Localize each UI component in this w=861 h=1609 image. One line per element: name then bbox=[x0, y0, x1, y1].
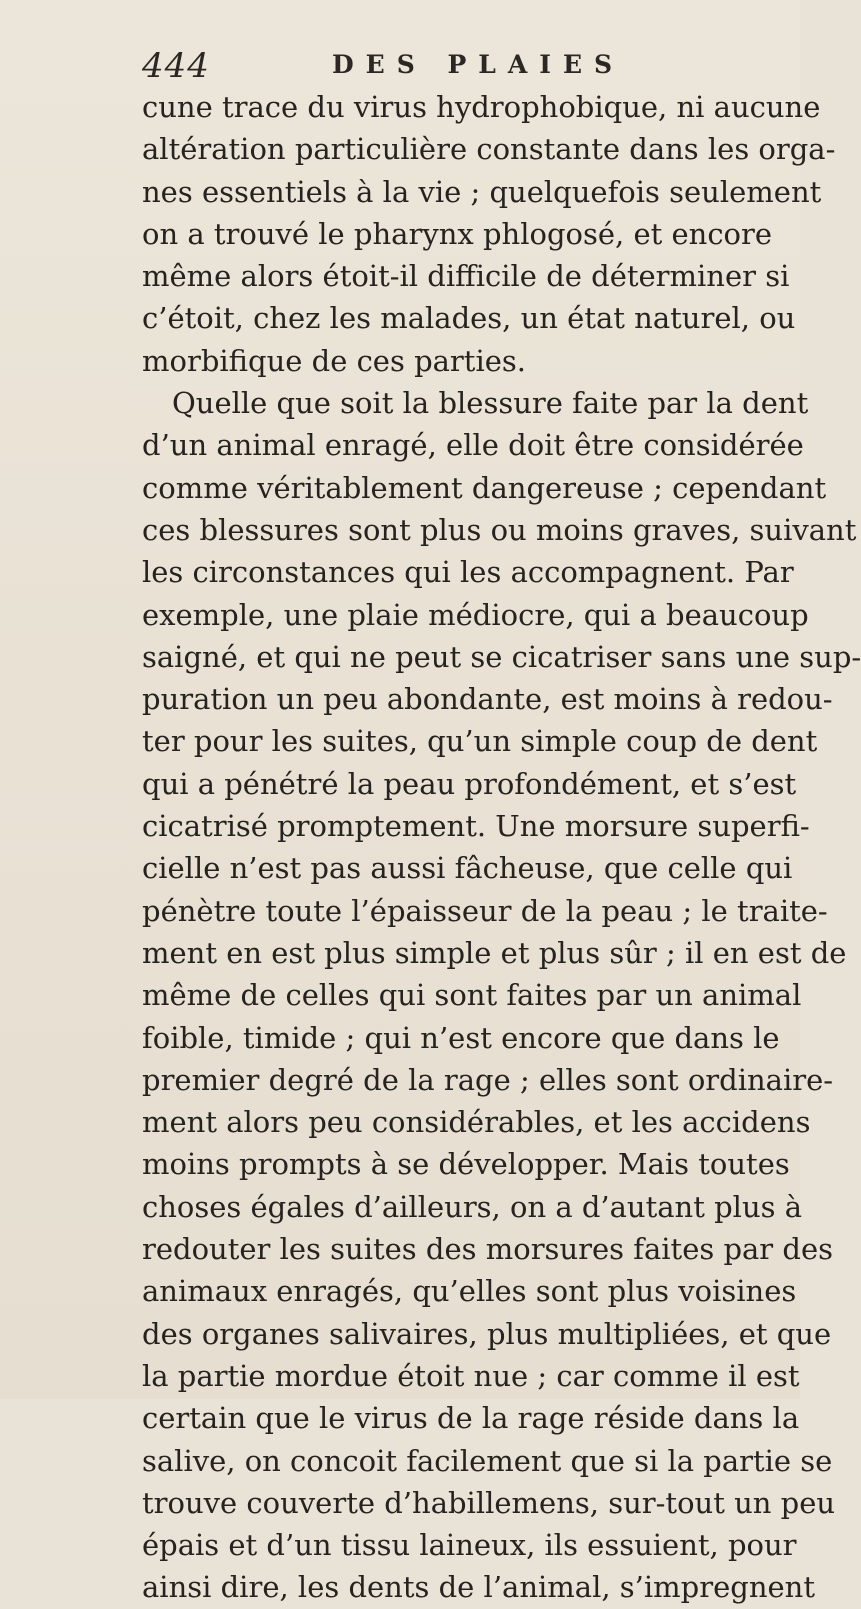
text-line: cielle n’est pas aussi fâcheuse, que celle qui bbox=[142, 851, 793, 886]
text-line: ainsi dire, les dents de l’animal, s’impregnent bbox=[142, 1570, 815, 1605]
page-number: 444 bbox=[142, 46, 210, 86]
text-line: pénètre toute l’épaisseur de la peau ; le traite- bbox=[142, 893, 828, 928]
text-line: cicatrisé promptement. Une morsure superfi- bbox=[142, 809, 810, 844]
text-line: certain que le virus de la rage réside dans la bbox=[142, 1401, 800, 1436]
text-line: épais et d’un tissu laineux, ils essuient, pour bbox=[142, 1528, 797, 1563]
running-head: DES PLAIES bbox=[332, 50, 625, 79]
text-line: premier degré de la rage ; elles sont ordinaire- bbox=[142, 1062, 834, 1097]
page-header bbox=[142, 46, 762, 86]
text-line: Quelle que soit la blessure faite par la dent bbox=[172, 386, 809, 421]
text-line: exemple, une plaie médiocre, qui a beaucoup bbox=[142, 597, 809, 632]
text-line: salive, on concoit facilement que si la partie se bbox=[142, 1443, 833, 1478]
text-line: des organes salivaires, plus multipliées, et que bbox=[142, 1316, 832, 1351]
text-line: morbifique de ces parties. bbox=[142, 343, 526, 378]
text-line: ces blessures sont plus ou moins graves, suivant bbox=[142, 512, 857, 547]
text-line: trouve couverte d’habillemens, sur-tout un peu bbox=[142, 1485, 836, 1520]
text-line: on a trouvé le pharynx phlogosé, et encore bbox=[142, 216, 773, 251]
text-line: ment en est plus simple et plus sûr ; il en est de bbox=[142, 935, 847, 970]
text-line: d’un animal enragé, elle doit être considérée bbox=[142, 428, 804, 463]
text-line: nes essentiels à la vie ; quelquefois seulement bbox=[142, 174, 822, 209]
text-line: moins prompts à se développer. Mais toutes bbox=[142, 1147, 790, 1182]
text-line: qui a pénétré la peau profondément, et s’est bbox=[142, 766, 797, 801]
text-line: puration un peu abondante, est moins à redou- bbox=[142, 682, 833, 717]
text-line: choses égales d’ailleurs, on a d’autant plus à bbox=[142, 1189, 803, 1224]
text-line: animaux enragés, qu’elles sont plus voisines bbox=[142, 1274, 797, 1309]
text-line: les circonstances qui les accompagnent. Par bbox=[142, 555, 794, 590]
text-line: même de celles qui sont faites par un animal bbox=[142, 978, 802, 1013]
text-line: foible, timide ; qui n’est encore que dans le bbox=[142, 1020, 780, 1055]
text-line: la partie mordue étoit nue ; car comme il est bbox=[142, 1358, 800, 1393]
text-line: ter pour les suites, qu’un simple coup de dent bbox=[142, 724, 818, 759]
text-line: c’étoit, chez les malades, un état naturel, ou bbox=[142, 301, 796, 336]
text-line: même alors étoit-il difficile de déterminer si bbox=[142, 259, 790, 294]
text-line: altération particulière constante dans les orga- bbox=[142, 132, 836, 167]
text-line: comme véritablement dangereuse ; cependant bbox=[142, 470, 827, 505]
text-line: ment alors peu considérables, et les accidens bbox=[142, 1105, 811, 1140]
body-text bbox=[142, 86, 861, 1609]
text-line: cune trace du virus hydrophobique, ni aucune bbox=[142, 90, 821, 124]
text-line: saigné, et qui ne peut se cicatriser sans une sup- bbox=[142, 639, 861, 674]
text-line: redouter les suites des morsures faites par des bbox=[142, 1232, 834, 1267]
